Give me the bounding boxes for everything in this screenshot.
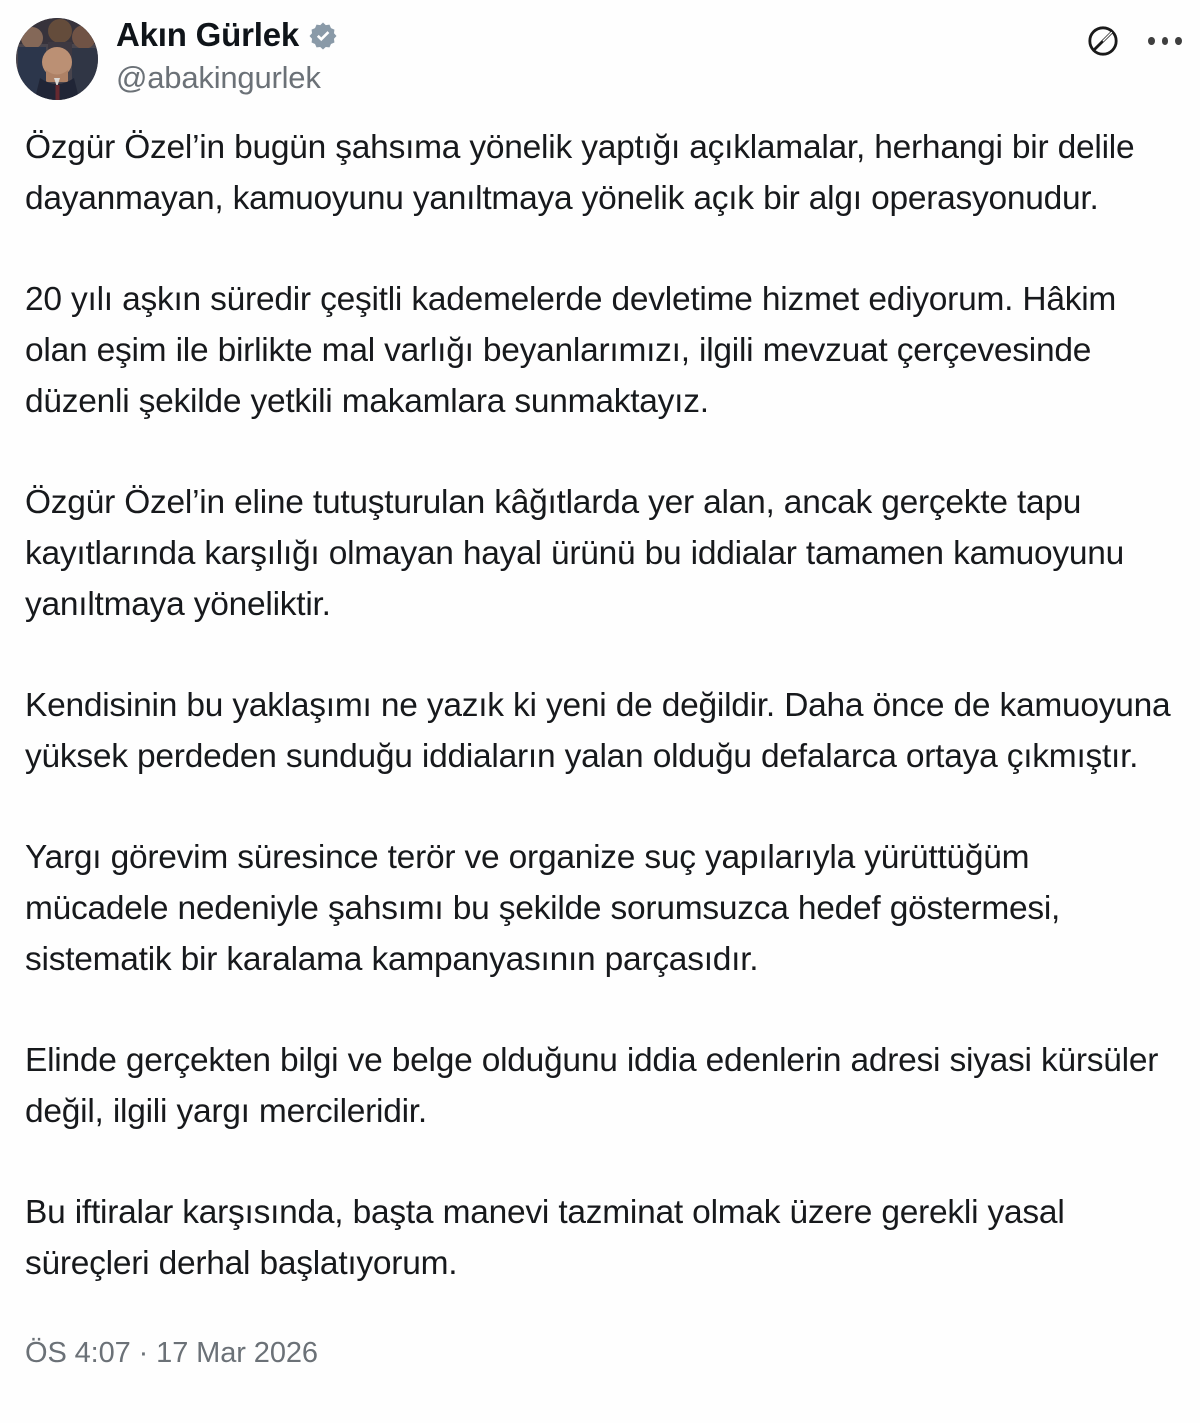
- avatar[interactable]: [16, 18, 98, 100]
- tweet-paragraph: Kendisinin bu yaklaşımı ne yazık ki yeni de değildir. Daha önce de kamuoyuna yüksek perdeden sunduğu iddiaların yalan olduğu defalarca ortaya çıkmıştır.: [25, 687, 1171, 775]
- verified-badge-icon[interactable]: [308, 21, 338, 51]
- grok-icon[interactable]: [1086, 24, 1120, 58]
- display-name[interactable]: Akın Gürlek: [116, 16, 300, 53]
- more-options-icon[interactable]: [1148, 35, 1182, 47]
- tweet-timestamp[interactable]: ÖS 4:07 · 17 Mar 2026: [25, 1337, 318, 1369]
- tweet-paragraph: Özgür Özel’in eline tutuşturulan kâğıtlarda yer alan, ancak gerçekte tapu kayıtlarında karşılığı olmayan hayal ürünü bu iddialar tamamen kamuoyunu yanıltmaya yöneliktir.: [25, 484, 1125, 623]
- avatar-photo: [16, 18, 98, 100]
- dot-1: [1148, 37, 1155, 45]
- account-identity: [116, 16, 338, 96]
- dot-3: [1175, 37, 1182, 45]
- tweet-paragraph: Özgür Özel’in bugün şahsıma yönelik yaptığı açıklamalar, herhangi bir delile dayanmayan, kamuoyunu yanıltmaya yönelik açık bir algı operasyonudur.: [25, 129, 1135, 217]
- tweet-header: [0, 0, 1200, 104]
- display-name-row: [116, 18, 338, 51]
- tweet-paragraph: 20 yılı aşkın süredir çeşitli kademelerde devletime hizmet ediyorum. Hâkim olan eşim ile birlikte mal varlığı beyanlarımızı, ilgili mevzuat çerçevesinde düzenli şekilde yetkili makamlara sunmaktayız.: [25, 281, 1117, 420]
- tweet-paragraph: Yargı görevim süresince terör ve organize suç yapılarıyla yürüttüğüm mücadele nedeniyle şahsımı bu şekilde sorumsuzca hedef göstermesi, sistematik bir karalama kampanyasının parçasıdır.: [25, 839, 1061, 978]
- tweet-text: [0, 122, 1200, 1289]
- header-actions: [1086, 24, 1182, 58]
- tweet-paragraph: Bu iftiralar karşısında, başta manevi tazminat olmak üzere gerekli yasal süreçleri derhal başlatıyorum.: [25, 1194, 1065, 1282]
- dot-2: [1162, 37, 1169, 45]
- account-handle[interactable]: @abakingurlek: [116, 60, 321, 95]
- tweet-paragraph: Elinde gerçekten bilgi ve belge olduğunu iddia edenlerin adresi siyasi kürsüler değil, ilgili yargı mercileridir.: [25, 1042, 1159, 1130]
